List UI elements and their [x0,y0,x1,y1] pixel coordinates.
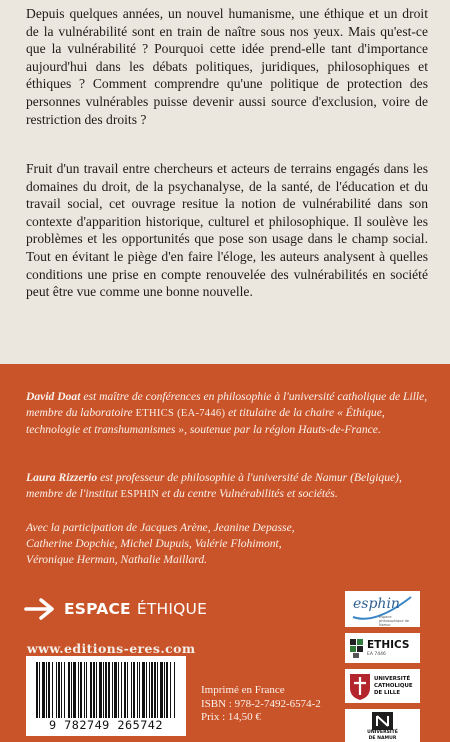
barcode-bar [174,662,175,718]
barcode-bar [52,662,53,718]
barcode-bar [157,662,158,718]
barcode-bar [93,662,95,718]
author-name-rizzerio: Laura Rizzerio [26,471,98,484]
collection-logo [24,598,207,620]
doat-bio-part-1: est maître de conférences en philosophie à l'université catholique de Lille, membre du laboratoire [26,390,428,420]
barcode-bar [42,662,45,718]
barcode-bar [61,662,62,718]
arrow-right-icon [24,598,56,620]
barcode-bar [164,662,165,718]
barcode-bar [137,662,138,718]
barcode-bar [46,662,47,718]
barcode-bar [39,662,40,718]
esphin-logo-text: esphin [353,596,400,612]
ucl-line-3: DE LILLE [374,690,401,696]
barcode-bar [149,662,150,718]
barcode-bar [58,662,60,718]
barcode-bar [68,662,70,718]
publisher-url: www.editions-eres.com [27,641,196,656]
barcode-bar [118,662,119,718]
barcode-bar [78,662,79,718]
barcode-bar [121,662,122,718]
barcode-bar [80,662,82,718]
ethics-logo [345,633,420,663]
esphin-caption: Espace philosophique de Namur [379,615,409,627]
barcode-bar [86,662,87,718]
barcode-bar [36,662,38,718]
barcode-bar [146,662,147,718]
barcode-bar [142,662,145,718]
barcode-bar [99,662,102,718]
print-info [201,684,341,725]
barcode-bar [166,662,168,718]
author-bio-rizzerio [26,470,430,503]
barcode-digits: 9 782749 265742 [48,718,164,732]
ucl-line-1: UNIVERSITÉ [374,676,411,682]
barcode-bar [154,662,156,718]
barcode-bar [108,662,110,718]
barcode-bar [170,662,171,718]
barcode-bars [30,662,182,718]
barcode-bar [105,662,107,718]
barcode-bar [48,662,50,718]
barcode-bar [90,662,92,718]
barcode-bar [112,662,113,718]
rizzerio-bio-part-1: est professeur de philosophie à l'université de Namur (Belgique), membre de l'institut [26,471,402,501]
ucl-logo [345,669,420,703]
doat-lab: ETHICS [135,408,175,420]
barcode-bar [124,662,126,718]
barcode-bar [131,662,132,718]
barcode-bar [96,662,97,718]
ethics-logo-text: ETHICS [367,639,410,651]
namur-line-1: UNIVERSITÉ [367,730,398,735]
author-name-doat: David Doat [26,390,81,403]
barcode-bar [56,662,57,718]
isbn: ISBN : 978-2-7492-6574-2 [201,697,321,710]
participation-note: Avec la participation de Jacques Arène, Jeanine Depasse, Catherine Dopchie, Michel Dupuis, Valérie Flohimont, Véronique Herman, Nathalie Maillard. [26,521,295,567]
author-bio-doat [26,389,430,439]
namur-line-2: DE NAMUR [368,735,397,741]
summary-paragraph-1: Depuis quelques années, un nouvel humanisme, une éthique et un droit de la vulnérabilité sont en train de naître sous nos yeux. Mais qu'est-ce que la vulnérabilité ? Pourquoi cette idée prend-elle tant d'importance aujourd'hui dans les débats politiques, juridiques, philosophiques et éthiques ? Comment comprendre qu'une politique de protection des personnes vulnérables puisse devenir aussi source d'exclusion, voire de restriction des droits ? [26,6,428,127]
doat-lab-code: (EA-7446) [177,408,226,420]
doat-bio-part-2: et titulaire de la chaire « Éthique, technologie et transhumanismes », soutenue par la région Hauts-de-France. [26,406,385,437]
barcode-bar [127,662,128,718]
barcode [26,656,186,736]
ethics-caption: EA 7446 [367,652,386,657]
barcode-bar [71,662,72,718]
printed-in: Imprimé en France [201,684,285,696]
barcode-bar [151,662,153,718]
namur-logo [345,709,420,742]
barcode-bar [160,662,163,718]
collection-name-light: ÉTHIQUE [136,600,208,618]
barcode-bar [139,662,140,718]
collection-name-strong: ESPACE [64,600,131,618]
rizzerio-institute: ESPHIN [120,489,160,501]
barcode-bar [84,662,85,718]
summary-paragraph-2: Fruit d'un travail entre chercheurs et acteurs de terrains engagés dans les domaines du droit, de la psychanalyse, de la santé, de l'éducation et du travail social, cet ouvrage resitue la notion de vulnérabilité dans son contexte d'apparition historique, culturel et philosophique. Il soulève les problèmes et les opportunités que pose son usage dans le champ social. Tout en évitant le piège d'en faire l'éloge, les auteurs analysent à quelles conditions une prise en compte renouvelée des vulnérabilités en société peut être vue comme une bonne nouvelle. [26,161,428,300]
esphin-logo [345,591,420,627]
barcode-bar [73,662,76,718]
barcode-bar [103,662,104,718]
rizzerio-bio-part-2: et du centre Vulnérabilités et sociétés. [159,487,338,501]
ucl-line-2: CATHOLIQUE [374,683,413,689]
barcode-bar [114,662,117,718]
barcode-bar [133,662,135,718]
price: Prix : 14,50 € [201,711,261,723]
barcode-bar [64,662,65,718]
